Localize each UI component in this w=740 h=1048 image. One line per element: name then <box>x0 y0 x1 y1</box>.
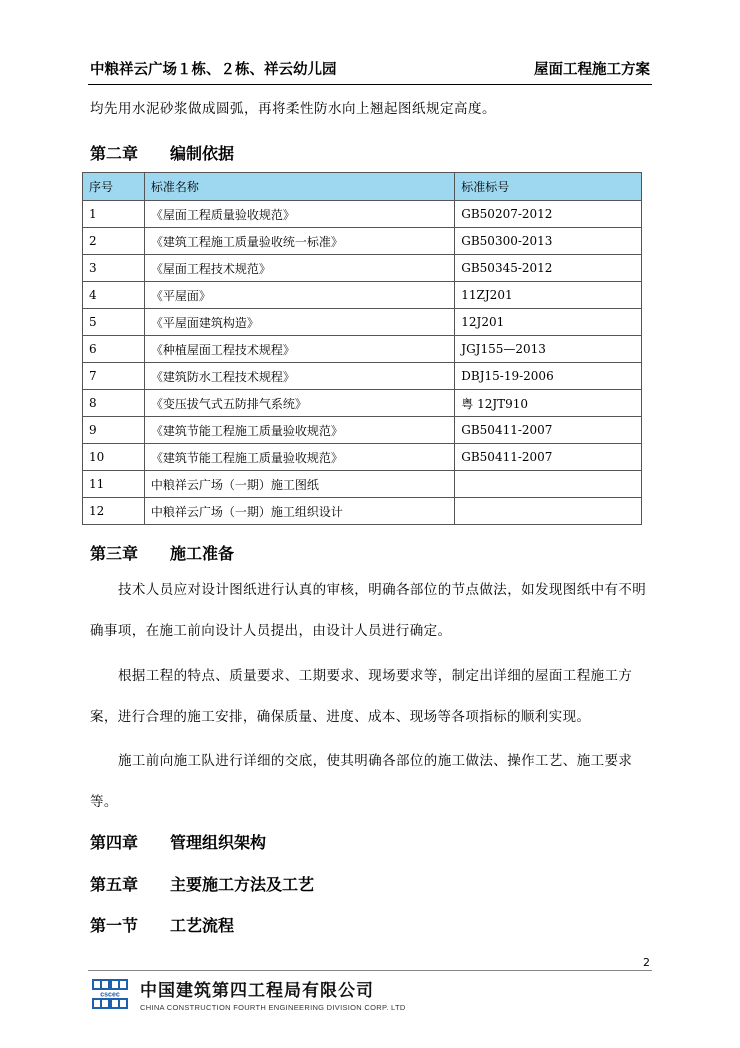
section-number: 第一节 <box>90 916 139 935</box>
section-1-heading <box>90 913 234 936</box>
cscec-logo-icon <box>92 979 128 1009</box>
chapter-number: 第二章 <box>90 144 139 163</box>
paragraph: 技术人员应对设计图纸进行认真的审核，明确各部位的节点做法，如发现图纸中有不明确事项，在施工前向设计人员提出，由设计人员进行确定。 <box>90 582 647 639</box>
chapter-title: 编制依据 <box>170 144 235 163</box>
row-standard-name: 中粮祥云广场（一期）施工组织设计 <box>144 498 454 525</box>
table-row <box>83 363 642 390</box>
logo-text: cscec <box>100 991 120 999</box>
row-standard-code: 11ZJ201 <box>455 282 642 309</box>
footer-divider <box>88 970 652 971</box>
chapter-title: 管理组织架构 <box>170 833 267 852</box>
table-row <box>83 498 642 525</box>
table-row <box>83 390 642 417</box>
row-standard-name: 《屋面工程质量验收规范》 <box>144 201 454 228</box>
row-standard-name: 《变压拔气式五防排气系统》 <box>144 390 454 417</box>
table-row <box>83 228 642 255</box>
row-index: 8 <box>83 390 145 417</box>
table-row <box>83 417 642 444</box>
row-standard-name: 《屋面工程技术规范》 <box>144 255 454 282</box>
column-header-code: 标准标号 <box>455 173 642 201</box>
paragraph: 施工前向施工队进行详细的交底，使其明确各部位的施工做法、操作工艺、施工要求等。 <box>90 753 633 810</box>
row-standard-code: DBJ15-19-2006 <box>455 363 642 390</box>
row-standard-code: GB50345-2012 <box>455 255 642 282</box>
row-standard-code: GB50411-2007 <box>455 444 642 471</box>
table-row <box>83 336 642 363</box>
row-standard-code: JGJ155—2013 <box>455 336 642 363</box>
table-row <box>83 444 642 471</box>
chapter-4-heading <box>90 830 266 853</box>
header-divider <box>88 84 652 85</box>
standards-table <box>82 172 642 525</box>
row-standard-name: 《建筑节能工程施工质量验收规范》 <box>144 417 454 444</box>
row-standard-name: 《平屋面建筑构造》 <box>144 309 454 336</box>
row-index: 1 <box>83 201 145 228</box>
chapter-number: 第五章 <box>90 875 139 894</box>
header-project-name: 中粮祥云广场１栋、２栋、祥云幼儿园 <box>90 61 337 78</box>
chapter-number: 第三章 <box>90 544 139 563</box>
page-header <box>90 56 650 80</box>
row-standard-code: 12J201 <box>455 309 642 336</box>
row-standard-name: 中粮祥云广场（一期）施工图纸 <box>144 471 454 498</box>
table-row <box>83 201 642 228</box>
chapter-5-heading <box>90 872 314 895</box>
company-name <box>140 976 406 1012</box>
page-footer <box>92 976 406 1012</box>
column-header-name: 标准名称 <box>144 173 454 201</box>
row-standard-name: 《建筑防水工程技术规程》 <box>144 363 454 390</box>
company-name-cn: 中国建筑第四工程局有限公司 <box>140 981 374 1001</box>
header-document-title: 屋面工程施工方案 <box>534 61 650 78</box>
chapter-number: 第四章 <box>90 833 139 852</box>
column-header-index: 序号 <box>83 173 145 201</box>
row-index: 10 <box>83 444 145 471</box>
paragraph: 根据工程的特点、质量要求、工期要求、现场要求等，制定出详细的屋面工程施工方案，进行合理的施工安排，确保质量、进度、成本、现场等各项指标的顺利实现。 <box>90 668 633 725</box>
row-index: 6 <box>83 336 145 363</box>
row-index: 11 <box>83 471 145 498</box>
table-header-row <box>83 173 642 201</box>
row-index: 3 <box>83 255 145 282</box>
row-index: 7 <box>83 363 145 390</box>
row-standard-code: GB50411-2007 <box>455 417 642 444</box>
company-name-en: CHINA CONSTRUCTION FOURTH ENGINEERING DIVISION CORP. LTD <box>140 1003 406 1012</box>
chapter-3-heading <box>90 541 234 564</box>
row-standard-name: 《平屋面》 <box>144 282 454 309</box>
row-standard-code: GB50300-2013 <box>455 228 642 255</box>
row-standard-name: 《种植屋面工程技术规程》 <box>144 336 454 363</box>
row-index: 9 <box>83 417 145 444</box>
row-standard-name: 《建筑节能工程施工质量验收规范》 <box>144 444 454 471</box>
chapter-title: 施工准备 <box>170 544 235 563</box>
page-number: 2 <box>643 956 650 969</box>
table-row <box>83 282 642 309</box>
chapter-title: 主要施工方法及工艺 <box>170 875 315 894</box>
row-index: 5 <box>83 309 145 336</box>
row-standard-code <box>455 471 642 498</box>
row-index: 4 <box>83 282 145 309</box>
row-index: 2 <box>83 228 145 255</box>
row-index: 12 <box>83 498 145 525</box>
row-standard-code <box>455 498 642 525</box>
table-row <box>83 471 642 498</box>
table-row <box>83 309 642 336</box>
row-standard-code: 粤 12JT910 <box>455 390 642 417</box>
row-standard-code: GB50207-2012 <box>455 201 642 228</box>
section-title: 工艺流程 <box>170 916 235 935</box>
chapter-2-heading <box>90 141 234 164</box>
table-row <box>83 255 642 282</box>
continuation-text: 均先用水泥砂浆做成圆弧，再将柔性防水向上翘起图纸规定高度。 <box>90 101 496 117</box>
row-standard-name: 《建筑工程施工质量验收统一标准》 <box>144 228 454 255</box>
